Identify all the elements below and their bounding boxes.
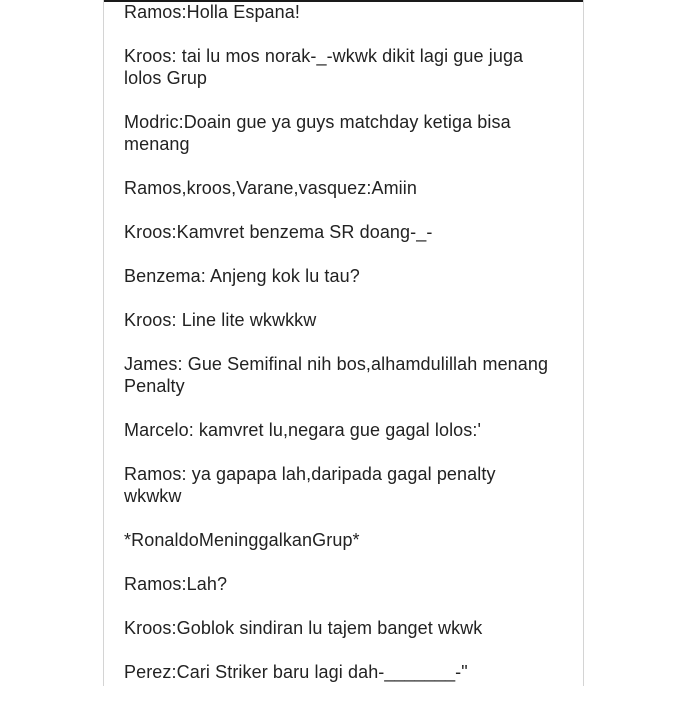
message-list [124,1,554,705]
chat-message: Kroos:Kamvret benzema SR doang-_- [124,222,433,242]
chat-message: Ramos: ya gapapa lah,daripada gagal penalty wkwkw [124,464,501,506]
chat-message: Kroos:Goblok sindiran lu tajem banget wkwk [124,618,483,638]
chat-message: Modric:Doain gue ya guys matchday ketiga bisa menang [124,112,516,154]
chat-panel [103,0,584,686]
chat-message: *RonaldoMeninggalkanGrup* [124,530,360,550]
chat-message: Kroos: Line lite wkwkkw [124,310,317,330]
chat-message: Ramos:Holla Espana! [124,2,300,22]
chat-message: Benzema: Anjeng kok lu tau? [124,266,360,286]
chat-message: Kroos: tai lu mos norak-_-wkwk dikit lagi gue juga lolos Grup [124,46,529,88]
chat-message: Ramos:Lah? [124,574,228,594]
chat-message: Perez:Cari Striker baru lagi dah-_______-" [124,662,468,682]
chat-message: Marcelo: kamvret lu,negara gue gagal lolos:' [124,420,482,440]
chat-message: James: Gue Semifinal nih bos,alhamdulillah menang Penalty [124,354,554,396]
chat-message: Ramos,kroos,Varane,vasquez:Amiin [124,178,417,198]
